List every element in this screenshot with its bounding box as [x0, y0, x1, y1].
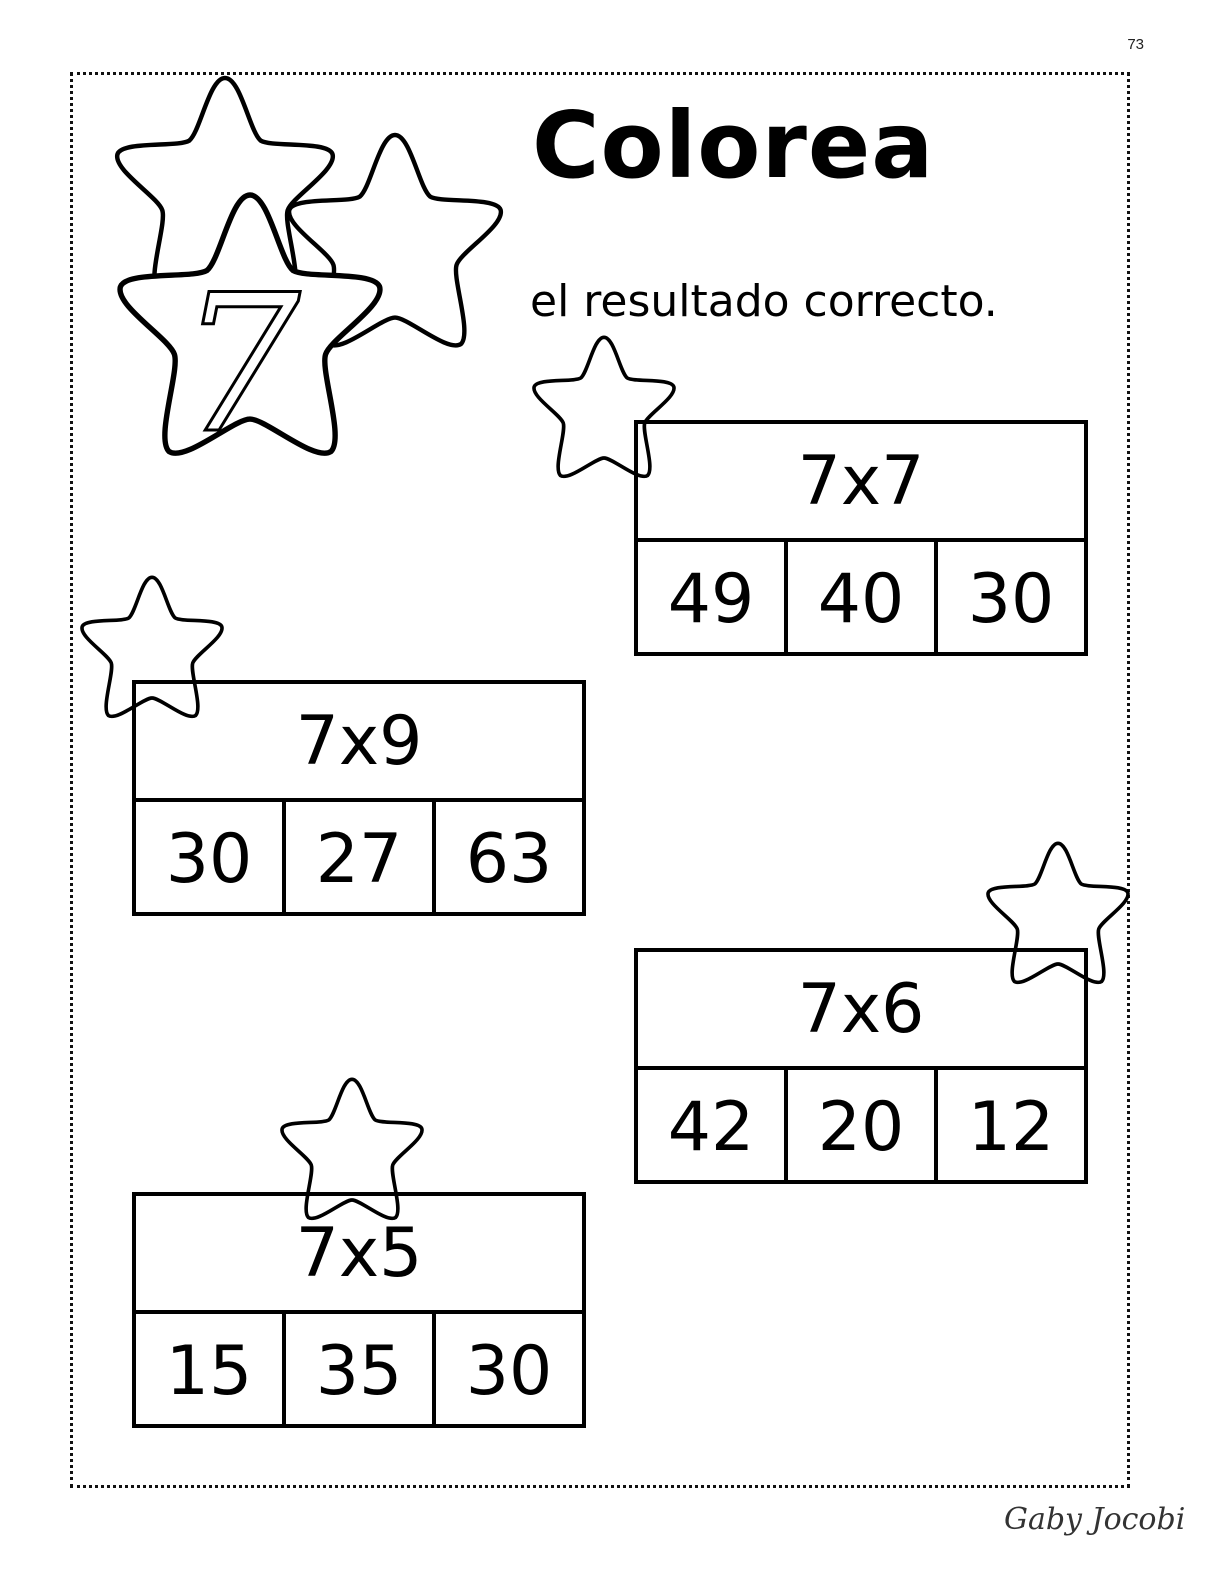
problem-expression: 7x5: [136, 1196, 582, 1314]
problem-card-7x9: [132, 680, 586, 916]
author-signature: Gaby Jocobi: [1004, 1502, 1186, 1537]
problem-card-7x5: [132, 1192, 586, 1428]
answer-option[interactable]: 12: [967, 1087, 1055, 1167]
answer-option[interactable]: 49: [638, 542, 788, 656]
problem-card-7x6: [634, 948, 1088, 1184]
page-number: 73: [1127, 36, 1144, 53]
answer-option[interactable]: 27: [286, 802, 436, 916]
star-cluster-illustration: [60, 70, 530, 530]
problem-expression: 7x6: [638, 952, 1084, 1070]
answer-option[interactable]: 30: [967, 559, 1055, 639]
badge-seven: 7: [179, 254, 301, 475]
answer-option[interactable]: 30: [136, 802, 286, 916]
answer-option[interactable]: 35: [286, 1314, 436, 1428]
problem-expression: 7x7: [638, 424, 1084, 542]
answer-option[interactable]: 30: [465, 1331, 553, 1411]
answer-option[interactable]: 15: [136, 1314, 286, 1428]
instruction-text: el resultado correcto.: [530, 276, 998, 327]
answer-option[interactable]: 42: [638, 1070, 788, 1184]
problem-card-7x7: [634, 420, 1088, 656]
page-title: Colorea: [532, 92, 935, 199]
answer-option[interactable]: 20: [788, 1070, 938, 1184]
answer-option[interactable]: 63: [465, 819, 553, 899]
problem-expression: 7x9: [136, 684, 582, 802]
answer-option[interactable]: 40: [788, 542, 938, 656]
